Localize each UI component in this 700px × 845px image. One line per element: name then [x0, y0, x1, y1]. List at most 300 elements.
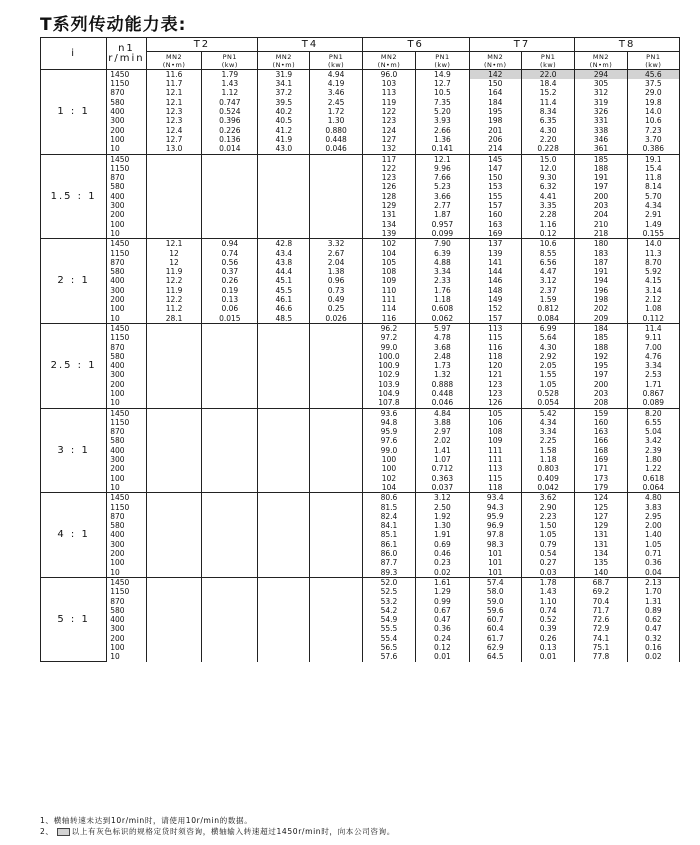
- cell-t6-power: 3.68: [416, 343, 469, 352]
- cell-t4-power: [310, 503, 362, 512]
- cell-t4-power: [310, 540, 362, 549]
- cell-t8-torque: 197: [575, 371, 627, 380]
- cell-t7-torque: 95.9: [469, 512, 521, 521]
- cell-t2-torque: [146, 164, 202, 173]
- cell-t8-power: 1.70: [627, 587, 679, 596]
- cell-t7-torque: 144: [469, 267, 521, 276]
- cell-t4-power: [310, 634, 362, 643]
- cell-t2-power: [202, 512, 258, 521]
- subheader-torque-t7: [469, 52, 521, 70]
- cell-t6-torque: 129: [362, 201, 415, 210]
- cell-t8-torque: 168: [575, 446, 627, 455]
- cell-t2-torque: 12.3: [146, 107, 202, 116]
- cell-t2-power: 0.747: [202, 98, 258, 107]
- cell-t7-torque: 123: [469, 389, 521, 398]
- cell-t6-torque: 54.9: [362, 615, 415, 624]
- cell-t2-torque: [146, 408, 202, 418]
- cell-t4-torque: [258, 512, 310, 521]
- speed-cell: 870: [107, 427, 146, 436]
- cell-t7-power: 4.30: [521, 343, 574, 352]
- cell-t7-power: 3.62: [521, 493, 574, 503]
- cell-t8-power: 0.618: [627, 474, 679, 483]
- cell-t8-power: 0.62: [627, 615, 679, 624]
- cell-t4-torque: [258, 446, 310, 455]
- cell-t6-power: 1.87: [416, 210, 469, 219]
- cell-t2-power: [202, 343, 258, 352]
- cell-t2-power: 1.79: [202, 70, 258, 80]
- speed-cell: 870: [107, 173, 146, 182]
- cell-t7-power: 2.05: [521, 361, 574, 370]
- cell-t6-power: 2.48: [416, 352, 469, 361]
- cell-t6-power: 1.32: [416, 371, 469, 380]
- cell-t6-torque: 109: [362, 277, 415, 286]
- cell-t6-power: 2.02: [416, 437, 469, 446]
- subheader-power-label: PN1: [540, 52, 556, 61]
- table-row: [41, 606, 680, 615]
- cell-t4-power: [310, 220, 362, 229]
- cell-t2-power: [202, 531, 258, 540]
- cell-t2-power: [202, 389, 258, 398]
- table-row: [41, 116, 680, 125]
- cell-t8-power: 2.00: [627, 521, 679, 530]
- cell-t4-power: [310, 183, 362, 192]
- subheader-torque-label: MN2: [275, 52, 292, 61]
- cell-t8-torque: 75.1: [575, 643, 627, 652]
- speed-cell: 100: [107, 558, 146, 567]
- table-row: [41, 210, 680, 219]
- cell-t7-torque: 118: [469, 352, 521, 361]
- cell-t2-torque: [146, 503, 202, 512]
- speed-cell: 300: [107, 625, 146, 634]
- cell-t6-power: 0.99: [416, 597, 469, 606]
- cell-t4-power: [310, 380, 362, 389]
- table-row: [41, 314, 680, 324]
- cell-t4-power: 0.046: [310, 144, 362, 154]
- cell-t2-torque: [146, 540, 202, 549]
- cell-t4-power: [310, 474, 362, 483]
- table-row: [41, 464, 680, 473]
- table-row: [41, 549, 680, 558]
- cell-t2-torque: [146, 192, 202, 201]
- cell-t4-power: 3.32: [310, 239, 362, 249]
- table-row: [41, 652, 680, 661]
- cell-t7-torque: 164: [469, 89, 521, 98]
- subheader-power-label: PN1: [328, 52, 344, 61]
- cell-t8-power: 3.14: [627, 286, 679, 295]
- cell-t2-power: 0.524: [202, 107, 258, 116]
- speed-cell: 580: [107, 437, 146, 446]
- speed-cell: 870: [107, 89, 146, 98]
- cell-t2-torque: [146, 587, 202, 596]
- table-row: [41, 483, 680, 493]
- cell-t8-power: 37.5: [627, 79, 679, 88]
- cell-t4-torque: [258, 625, 310, 634]
- cell-t4-power: [310, 352, 362, 361]
- cell-t7-torque: 123: [469, 380, 521, 389]
- subheader-power-t8: [627, 52, 679, 70]
- cell-t4-power: [310, 597, 362, 606]
- cell-t8-torque: 185: [575, 333, 627, 342]
- cell-t7-torque: 198: [469, 116, 521, 125]
- cell-t6-torque: 123: [362, 116, 415, 125]
- cell-t6-power: 7.35: [416, 98, 469, 107]
- cell-t2-torque: [146, 229, 202, 239]
- cell-t6-torque: 96.2: [362, 324, 415, 334]
- cell-t6-torque: 87.7: [362, 558, 415, 567]
- cell-t2-power: [202, 427, 258, 436]
- cell-t8-torque: 160: [575, 418, 627, 427]
- footnote-2-number: 2、: [40, 827, 54, 836]
- cell-t2-power: [202, 220, 258, 229]
- cell-t4-torque: 40.5: [258, 116, 310, 125]
- cell-t6-torque: 96.0: [362, 70, 415, 80]
- speed-cell: 100: [107, 135, 146, 144]
- cell-t6-torque: 104: [362, 249, 415, 258]
- cell-t7-torque: 109: [469, 437, 521, 446]
- cell-t7-power: 6.32: [521, 183, 574, 192]
- cell-t2-power: [202, 578, 258, 588]
- table-row: [41, 389, 680, 398]
- cell-t8-torque: 131: [575, 540, 627, 549]
- cell-t2-torque: [146, 615, 202, 624]
- cell-t4-power: 0.880: [310, 126, 362, 135]
- cell-t2-power: [202, 446, 258, 455]
- cell-t2-torque: [146, 474, 202, 483]
- speed-cell: 870: [107, 258, 146, 267]
- cell-t4-torque: [258, 173, 310, 182]
- cell-t4-power: 0.96: [310, 277, 362, 286]
- subheader-torque-label: MN2: [166, 52, 183, 61]
- cell-t7-power: 1.59: [521, 295, 574, 304]
- cell-t8-torque: 173: [575, 474, 627, 483]
- cell-t2-power: [202, 521, 258, 530]
- cell-t8-power: 4.15: [627, 277, 679, 286]
- speed-cell: 580: [107, 183, 146, 192]
- cell-t7-torque: 64.5: [469, 652, 521, 661]
- speed-cell: 400: [107, 361, 146, 370]
- cell-t2-power: 0.136: [202, 135, 258, 144]
- subheader-torque-unit: (N•m): [162, 60, 186, 69]
- cell-t6-torque: 103: [362, 79, 415, 88]
- cell-t2-torque: [146, 549, 202, 558]
- cell-t2-torque: [146, 183, 202, 192]
- table-row: [41, 173, 680, 182]
- cell-t7-torque: 126: [469, 398, 521, 408]
- cell-t2-power: 0.014: [202, 144, 258, 154]
- cell-t8-power: 1.80: [627, 455, 679, 464]
- subheader-torque-unit: (N•m): [377, 60, 401, 69]
- cell-t4-torque: 43.0: [258, 144, 310, 154]
- cell-t4-power: 0.25: [310, 304, 362, 313]
- cell-t8-torque: 192: [575, 352, 627, 361]
- cell-t6-torque: 85.1: [362, 531, 415, 540]
- speed-cell: 300: [107, 286, 146, 295]
- cell-t8-power: 19.1: [627, 154, 679, 164]
- cell-t6-power: 0.02: [416, 568, 469, 578]
- cell-t7-power: 3.35: [521, 201, 574, 210]
- cell-t7-power: 12.0: [521, 164, 574, 173]
- cell-t2-torque: [146, 606, 202, 615]
- cell-t4-power: [310, 493, 362, 503]
- cell-t2-torque: [146, 437, 202, 446]
- cell-t7-power: 1.58: [521, 446, 574, 455]
- cell-t6-power: 12.1: [416, 154, 469, 164]
- cell-t8-torque: 198: [575, 295, 627, 304]
- cell-t2-power: 1.12: [202, 89, 258, 98]
- speed-cell: 1150: [107, 164, 146, 173]
- cell-t4-torque: [258, 408, 310, 418]
- cell-t6-power: 3.88: [416, 418, 469, 427]
- cell-t7-torque: 141: [469, 258, 521, 267]
- cell-t4-power: [310, 568, 362, 578]
- table-row: [41, 446, 680, 455]
- cell-t4-power: [310, 361, 362, 370]
- cell-t6-torque: 53.2: [362, 597, 415, 606]
- cell-t7-torque: 113: [469, 464, 521, 473]
- cell-t2-power: [202, 568, 258, 578]
- cell-t8-torque: 346: [575, 135, 627, 144]
- cell-t6-power: 0.67: [416, 606, 469, 615]
- cell-t8-torque: 202: [575, 304, 627, 313]
- cell-t4-power: [310, 427, 362, 436]
- cell-t6-power: 7.66: [416, 173, 469, 182]
- cell-t4-torque: [258, 333, 310, 342]
- cell-t6-torque: 108: [362, 267, 415, 276]
- cell-t8-power: 6.55: [627, 418, 679, 427]
- cell-t8-power: 1.49: [627, 220, 679, 229]
- cell-t7-torque: 121: [469, 371, 521, 380]
- cell-t7-power: 1.10: [521, 597, 574, 606]
- cell-t7-torque: 157: [469, 314, 521, 324]
- subheader-torque-t4: [258, 52, 310, 70]
- cell-t6-torque: 55.4: [362, 634, 415, 643]
- cell-t2-power: [202, 408, 258, 418]
- cell-t7-torque: 201: [469, 126, 521, 135]
- footnote-2: [40, 826, 395, 837]
- cell-t7-torque: 116: [469, 343, 521, 352]
- table-row: [41, 192, 680, 201]
- cell-t6-power: 1.07: [416, 455, 469, 464]
- speed-cell: 1450: [107, 239, 146, 249]
- cell-t8-torque: 131: [575, 531, 627, 540]
- gray-highlight-swatch: [57, 828, 70, 836]
- speed-cell: 400: [107, 531, 146, 540]
- cell-t8-torque: 169: [575, 455, 627, 464]
- speed-cell: 1450: [107, 154, 146, 164]
- cell-t8-power: 8.20: [627, 408, 679, 418]
- cell-t8-power: 0.16: [627, 643, 679, 652]
- cell-t8-torque: 204: [575, 210, 627, 219]
- cell-t8-power: 4.80: [627, 493, 679, 503]
- ratio-cell: 2.5 : 1: [41, 324, 107, 409]
- cell-t7-power: 6.56: [521, 258, 574, 267]
- cell-t7-power: 15.0: [521, 154, 574, 164]
- cell-t8-torque: 129: [575, 521, 627, 530]
- speed-cell: 1150: [107, 587, 146, 596]
- model-header-t8: T8: [575, 38, 680, 52]
- cell-t7-power: 4.41: [521, 192, 574, 201]
- cell-t8-power: 2.91: [627, 210, 679, 219]
- cell-t8-power: 0.112: [627, 314, 679, 324]
- cell-t7-power: 5.64: [521, 333, 574, 342]
- cell-t2-power: [202, 474, 258, 483]
- cell-t8-power: 3.70: [627, 135, 679, 144]
- cell-t7-power: 0.03: [521, 568, 574, 578]
- cell-t4-power: 2.67: [310, 249, 362, 258]
- cell-t4-power: [310, 408, 362, 418]
- cell-t8-torque: 197: [575, 183, 627, 192]
- cell-t7-power: 22.0: [521, 70, 574, 80]
- cell-t2-torque: [146, 625, 202, 634]
- cell-t4-torque: 41.9: [258, 135, 310, 144]
- cell-t6-torque: 122: [362, 164, 415, 173]
- cell-t8-power: 1.05: [627, 540, 679, 549]
- cell-t8-torque: 200: [575, 192, 627, 201]
- cell-t8-torque: 210: [575, 220, 627, 229]
- cell-t6-power: 0.141: [416, 144, 469, 154]
- cell-t2-torque: 12.1: [146, 239, 202, 249]
- subheader-torque-unit: (N•m): [483, 60, 507, 69]
- cell-t6-torque: 94.8: [362, 418, 415, 427]
- cell-t7-torque: 101: [469, 568, 521, 578]
- table-row: [41, 164, 680, 173]
- cell-t7-torque: 57.4: [469, 578, 521, 588]
- cell-t7-torque: 147: [469, 164, 521, 173]
- cell-t6-power: 0.12: [416, 643, 469, 652]
- cell-t7-torque: 111: [469, 446, 521, 455]
- table-row: [41, 625, 680, 634]
- subheader-torque-label: MN2: [380, 52, 398, 61]
- cell-t4-torque: [258, 210, 310, 219]
- cell-t7-power: 0.084: [521, 314, 574, 324]
- cell-t4-power: [310, 587, 362, 596]
- cell-t4-torque: 46.1: [258, 295, 310, 304]
- cell-t7-torque: 155: [469, 192, 521, 201]
- cell-t7-torque: 142: [469, 70, 521, 80]
- cell-t6-torque: 134: [362, 220, 415, 229]
- cell-t2-power: 0.226: [202, 126, 258, 135]
- cell-t2-power: [202, 154, 258, 164]
- cell-t4-power: [310, 333, 362, 342]
- cell-t8-torque: 200: [575, 380, 627, 389]
- cell-t2-torque: [146, 380, 202, 389]
- cell-t2-torque: [146, 389, 202, 398]
- speed-cell: 1150: [107, 418, 146, 427]
- model-header-t2: T2: [146, 38, 258, 52]
- cell-t4-power: 2.45: [310, 98, 362, 107]
- cell-t7-torque: 60.4: [469, 625, 521, 634]
- cell-t6-torque: 104.9: [362, 389, 415, 398]
- speed-cell: 200: [107, 634, 146, 643]
- cell-t6-power: 9.96: [416, 164, 469, 173]
- cell-t4-torque: [258, 531, 310, 540]
- cell-t8-torque: 180: [575, 239, 627, 249]
- cell-t2-power: [202, 418, 258, 427]
- cell-t7-torque: 58.0: [469, 587, 521, 596]
- cell-t6-power: 1.91: [416, 531, 469, 540]
- table-row: [41, 634, 680, 643]
- cell-t6-power: 3.34: [416, 267, 469, 276]
- cell-t8-torque: 72.6: [575, 615, 627, 624]
- table-row: [41, 154, 680, 164]
- cell-t6-torque: 131: [362, 210, 415, 219]
- cell-t7-torque: 96.9: [469, 521, 521, 530]
- cell-t7-power: 4.34: [521, 418, 574, 427]
- speed-cell: 300: [107, 201, 146, 210]
- cell-t2-power: [202, 643, 258, 652]
- cell-t2-torque: [146, 643, 202, 652]
- cell-t6-torque: 107.8: [362, 398, 415, 408]
- cell-t7-torque: 169: [469, 229, 521, 239]
- cell-t4-torque: [258, 503, 310, 512]
- cell-t7-power: 0.042: [521, 483, 574, 493]
- cell-t2-power: 1.43: [202, 79, 258, 88]
- speed-header-label: n1: [118, 42, 135, 54]
- cell-t4-power: [310, 371, 362, 380]
- table-row: [41, 126, 680, 135]
- cell-t4-torque: [258, 371, 310, 380]
- cell-t7-torque: 160: [469, 210, 521, 219]
- cell-t4-power: [310, 512, 362, 521]
- cell-t4-power: [310, 173, 362, 182]
- table-row: [41, 427, 680, 436]
- table-row: [41, 286, 680, 295]
- cell-t4-power: [310, 229, 362, 239]
- cell-t7-torque: 195: [469, 107, 521, 116]
- cell-t6-torque: 89.3: [362, 568, 415, 578]
- table-row: [41, 568, 680, 578]
- cell-t8-power: 0.89: [627, 606, 679, 615]
- cell-t6-torque: 104: [362, 483, 415, 493]
- cell-t7-power: 0.79: [521, 540, 574, 549]
- cell-t6-torque: 97.6: [362, 437, 415, 446]
- cell-t7-power: 2.25: [521, 437, 574, 446]
- cell-t7-torque: 118: [469, 483, 521, 493]
- cell-t4-power: [310, 446, 362, 455]
- cell-t7-power: 1.55: [521, 371, 574, 380]
- cell-t7-torque: 120: [469, 361, 521, 370]
- speed-cell: 300: [107, 116, 146, 125]
- cell-t4-power: [310, 324, 362, 334]
- cell-t4-power: 0.026: [310, 314, 362, 324]
- cell-t2-torque: [146, 333, 202, 342]
- cell-t6-power: 1.92: [416, 512, 469, 521]
- ratio-cell: 1 : 1: [41, 70, 107, 155]
- cell-t4-power: [310, 521, 362, 530]
- cell-t6-power: 0.957: [416, 220, 469, 229]
- cell-t4-torque: [258, 558, 310, 567]
- speed-cell: 400: [107, 446, 146, 455]
- cell-t7-torque: 115: [469, 333, 521, 342]
- cell-t7-power: 2.37: [521, 286, 574, 295]
- cell-t8-power: 3.34: [627, 361, 679, 370]
- table-row: [41, 183, 680, 192]
- cell-t6-torque: 122: [362, 107, 415, 116]
- cell-t6-power: 1.61: [416, 578, 469, 588]
- table-row: [41, 107, 680, 116]
- cell-t6-torque: 95.9: [362, 427, 415, 436]
- cell-t4-power: [310, 455, 362, 464]
- cell-t6-power: 0.01: [416, 652, 469, 661]
- cell-t8-power: 0.32: [627, 634, 679, 643]
- cell-t4-torque: 44.4: [258, 267, 310, 276]
- speed-cell: 200: [107, 464, 146, 473]
- cell-t4-torque: [258, 201, 310, 210]
- cell-t2-power: [202, 483, 258, 493]
- cell-t2-power: [202, 464, 258, 473]
- table-row: [41, 361, 680, 370]
- table-row: [41, 398, 680, 408]
